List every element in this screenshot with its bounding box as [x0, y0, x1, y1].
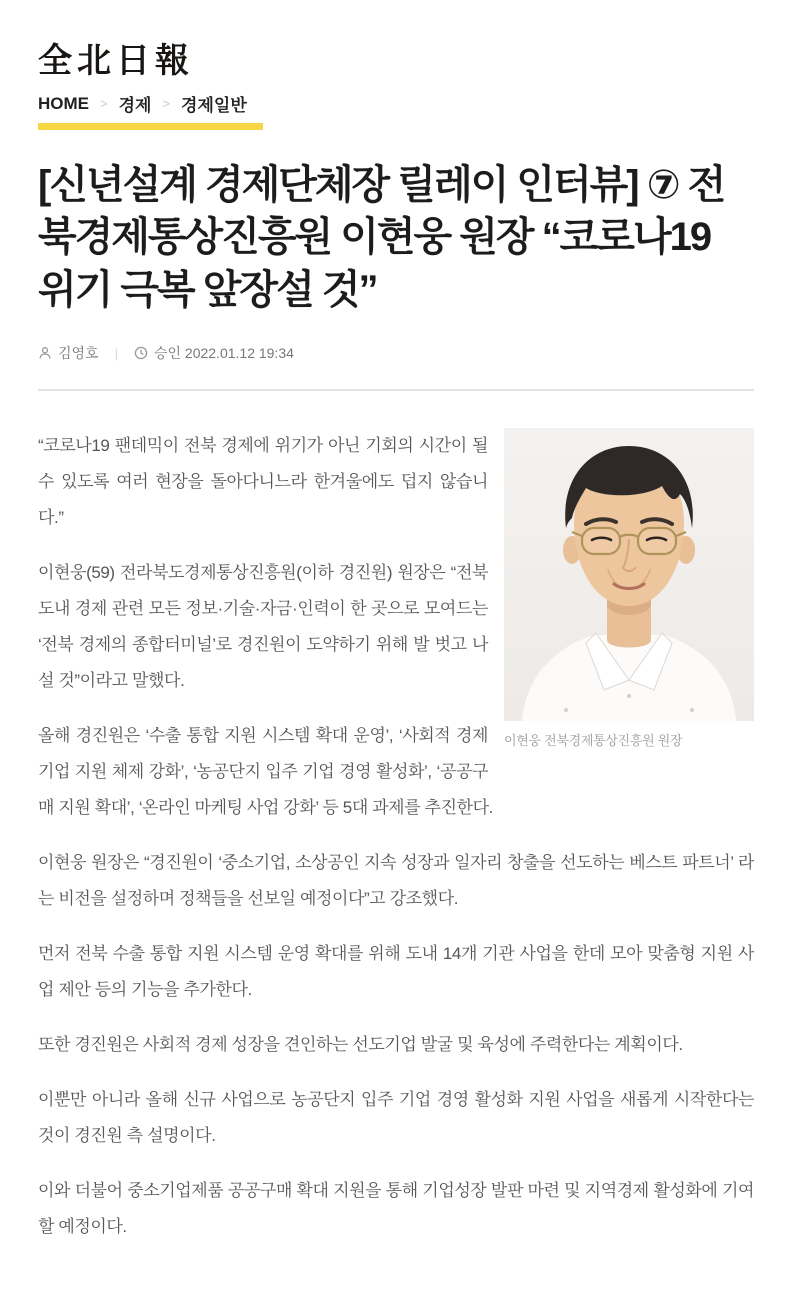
author-name[interactable]: 김영호	[58, 345, 99, 362]
breadcrumb-home[interactable]: HOME	[38, 93, 89, 113]
article-paragraph: 이현웅 원장은 “경진원이 ‘중소기업, 소상공인 지속 성장과 일자리 창출을 선도하는 베스트 파트너’ 라는 비전을 설정하며 정책들을 선보일 예정이다”고 강조했다.	[38, 853, 754, 909]
newspaper-logo[interactable]: 全北日報	[38, 41, 194, 81]
breadcrumb-economy[interactable]: 경제	[118, 96, 152, 115]
header-divider	[38, 389, 754, 391]
article-paragraph: “코로나19 팬데믹이 전북 경제에 위기가 아닌 기회의 시간이 될 수 있도록 여러 현장을 돌아다니느라 한겨울에도 덥지 않습니다.”	[38, 436, 488, 528]
article-photo-figure	[504, 428, 754, 749]
breadcrumb-economy-general[interactable]: 경제일반	[181, 96, 247, 115]
approved-timestamp: 승인 2022.01.12 19:34	[153, 345, 294, 362]
breadcrumb-separator-icon: >	[100, 96, 108, 111]
portrait-photo[interactable]	[504, 428, 754, 721]
article-paragraph: 올해 경진원은 ‘수출 통합 지원 시스템 확대 운영’, ‘사회적 경제 기업 지원 체제 강화’, ‘농공단지 입주 기업 경영 활성화’, ‘공공구매 지원 확대’, ‘온라인 마케팅 사업 강화’ 등 5대 과제를 추진한다.	[38, 726, 493, 818]
breadcrumb-separator-icon: >	[162, 96, 171, 111]
article-paragraph: 이와 더불어 중소기업제품 공공구매 확대 지원을 통해 기업성장 발판 마련 및 지역경제 활성화에 기여할 예정이다.	[38, 1181, 754, 1237]
author-person-icon	[38, 346, 52, 360]
article-content	[38, 428, 754, 1264]
article-byline	[38, 343, 754, 363]
article-paragraph: 이현웅(59) 전라북도경제통상진흥원(이하 경진원) 원장은 “전북 도내 경제 관련 모든 정보·기술·자금·인력이 한 곳으로 모여드는 ‘전북 경제의 종합터미널’로 경진원이 도약하기 위해 발 벗고 나설 것”이라고 말했다.	[38, 563, 488, 691]
article-paragraph: 먼저 전북 수출 통합 지원 시스템 운영 확대를 위해 도내 14개 기관 사업을 한데 모아 맞춤형 지원 사업 제안 등의 기능을 추가한다.	[38, 944, 754, 1000]
clock-icon	[134, 346, 148, 360]
byline-divider: |	[114, 345, 118, 361]
breadcrumb-highlight-bar	[38, 123, 263, 130]
article-title: [신년설계 경제단체장 릴레이 인터뷰] ⑦ 전북경제통상진흥원 이현웅 원장 “코로나19 위기 극복 앞장설 것”	[38, 163, 725, 312]
photo-caption: 이현웅 전북경제통상진흥원 원장	[504, 733, 683, 749]
article-paragraph: 또한 경진원은 사회적 경제 성장을 견인하는 선도기업 발굴 및 육성에 주력한다는 계획이다.	[38, 1035, 683, 1055]
breadcrumb	[38, 91, 754, 116]
article-paragraph: 이뿐만 아니라 올해 신규 사업으로 농공단지 입주 기업 경영 활성화 지원 사업을 새롭게 시작한다는 것이 경진원 측 설명이다.	[38, 1090, 754, 1146]
